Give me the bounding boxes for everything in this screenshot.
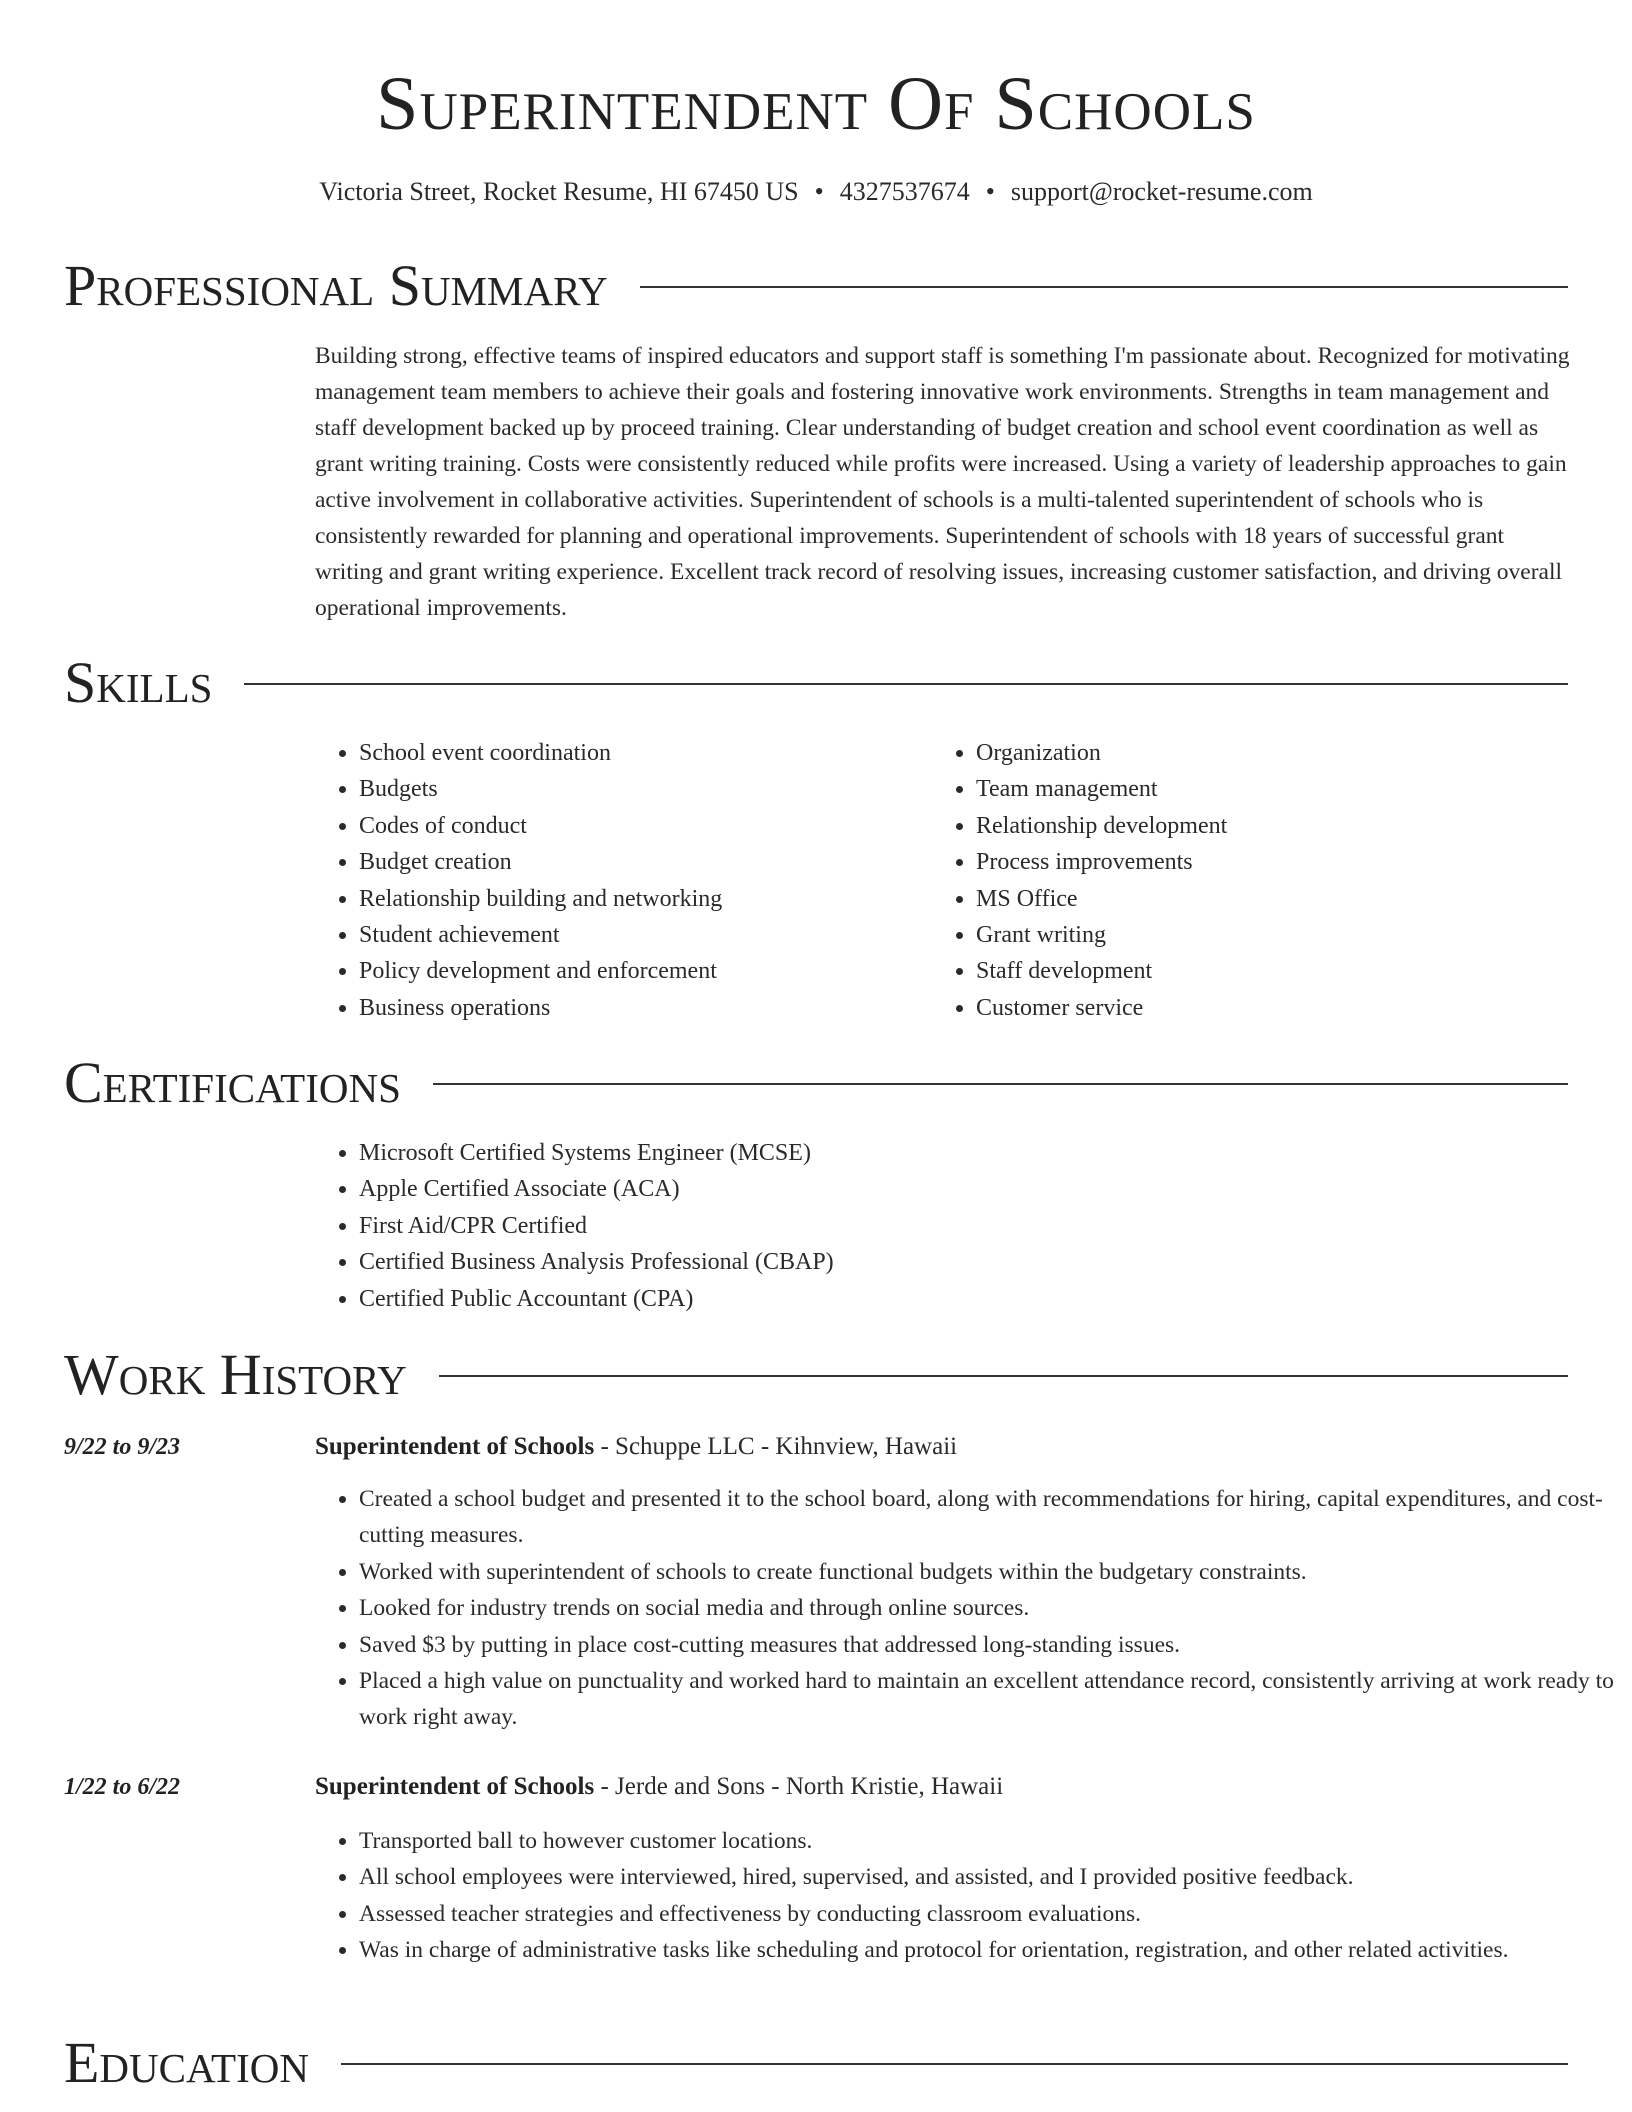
certification-item: • Apple Certified Associate (ACA)	[359, 1171, 1614, 1207]
skill-item: • Customer service	[976, 990, 1576, 1026]
skill-item: • Team management	[976, 771, 1576, 807]
job-dates: 1/22 to 6/22	[64, 1774, 181, 1800]
job-title: Superintendent of Schools	[315, 1773, 595, 1800]
contact-line	[0, 174, 1632, 210]
job-bullets	[315, 1481, 1614, 1736]
contact-email: support@rocket-resume.com	[1010, 177, 1313, 206]
job-bullet: • Created a school budget and presented it to the school board, along with recommendations for hiring, capital expenditures, and cost-cutting measures.	[359, 1481, 1614, 1554]
job-bullet: • Placed a high value on punctuality and worked hard to maintain an excellent attendance record, consistently arriving at work ready to work right away.	[359, 1663, 1614, 1736]
job-bullet: • Worked with superintendent of schools to create functional budgets within the budgetary constraints.	[359, 1554, 1614, 1590]
skill-item: • Codes of conduct	[359, 808, 929, 844]
job-bullet: • Transported ball to however customer locations.	[359, 1823, 1614, 1859]
certification-item: • Certified Public Accountant (CPA)	[359, 1281, 1614, 1317]
resume-title: Superintendent Of Schools	[376, 62, 1256, 146]
job-bullets	[315, 1823, 1614, 1969]
job-header	[315, 1769, 1003, 1805]
contact-phone: 4327537674	[839, 177, 970, 206]
summary-text: Building strong, effective teams of inspired educators and support staff is something I'm passionate about. Recognized for motivating management team members to achieve their goals and fostering innovative work environments. Strengths in team management and staff development backed up by proceed training. Clear understanding of budget creation and school event coordination as well as grant writing training. Costs were consistently reduced while profits were increased. Using a variety of leadership approaches to gain active involvement in collaborative activities. Superintendent of schools is a multi-talented superintendent of schools who is consistently rewarded for planning and operational improvements. Superintendent of schools with 18 years of successful grant writing and grant writing experience. Excellent track record of resolving issues, increasing customer satisfaction, and driving overall operational improvements.	[315, 343, 1570, 621]
skills-list-right	[932, 735, 1576, 1026]
skill-item: • Budget creation	[359, 844, 929, 880]
job-header	[315, 1429, 957, 1465]
skill-item: • MS Office	[976, 881, 1576, 917]
certification-item: • First Aid/CPR Certified	[359, 1208, 1614, 1244]
skill-item: • Staff development	[976, 953, 1576, 989]
section-heading: Education	[64, 2030, 309, 2095]
section-heading: Work History	[64, 1342, 407, 1407]
contact-separator: •	[814, 177, 824, 206]
skill-item: • Grant writing	[976, 917, 1576, 953]
section-divider	[341, 2063, 1568, 2065]
job-bullet: • Was in charge of administrative tasks like scheduling and protocol for orientation, registration, and other related activities.	[359, 1932, 1614, 1968]
job-bullet: • Saved $3 by putting in place cost-cutting measures that addressed long-standing issues.	[359, 1627, 1614, 1663]
skill-item: • Relationship building and networking	[359, 881, 929, 917]
job-company: - Schuppe LLC - Kihnview, Hawaii	[594, 1433, 958, 1460]
section-divider	[439, 1375, 1568, 1377]
section-divider	[433, 1083, 1568, 1085]
job-company: - Jerde and Sons - North Kristie, Hawaii	[594, 1773, 1004, 1800]
skill-item: • Business operations	[359, 990, 929, 1026]
section-heading: Skills	[64, 650, 213, 715]
section-heading: Professional Summary	[64, 253, 608, 318]
skills-list-left	[315, 735, 929, 1026]
section-header-skills	[64, 648, 1568, 718]
skill-item: • Organization	[976, 735, 1576, 771]
job-dates: 9/22 to 9/23	[64, 1434, 181, 1460]
certification-item: • Microsoft Certified Systems Engineer (MCSE)	[359, 1135, 1614, 1171]
skill-item: • Budgets	[359, 771, 929, 807]
skill-item: • School event coordination	[359, 735, 929, 771]
job-title: Superintendent of Schools	[315, 1433, 595, 1460]
certifications-list	[315, 1135, 1614, 1317]
section-header-summary	[64, 251, 1568, 321]
job-bullet: • All school employees were interviewed, hired, supervised, and assisted, and I provided positive feedback.	[359, 1859, 1614, 1895]
skill-item: • Relationship development	[976, 808, 1576, 844]
contact-separator: •	[985, 177, 995, 206]
skill-item: • Student achievement	[359, 917, 929, 953]
section-header-work-history	[64, 1340, 1568, 1410]
section-divider	[640, 286, 1568, 288]
section-header-certifications	[64, 1048, 1568, 1118]
certification-item: • Certified Business Analysis Professional (CBAP)	[359, 1244, 1614, 1280]
skill-item: • Policy development and enforcement	[359, 953, 929, 989]
contact-address: Victoria Street, Rocket Resume, HI 67450 US	[319, 177, 799, 206]
section-heading: Certifications	[64, 1050, 401, 1115]
job-bullet: • Assessed teacher strategies and effectiveness by conducting classroom evaluations.	[359, 1896, 1614, 1932]
section-header-education	[64, 2028, 1568, 2098]
job-bullet: • Looked for industry trends on social media and through online sources.	[359, 1590, 1614, 1626]
skill-item: • Process improvements	[976, 844, 1576, 880]
section-divider	[244, 683, 1568, 685]
